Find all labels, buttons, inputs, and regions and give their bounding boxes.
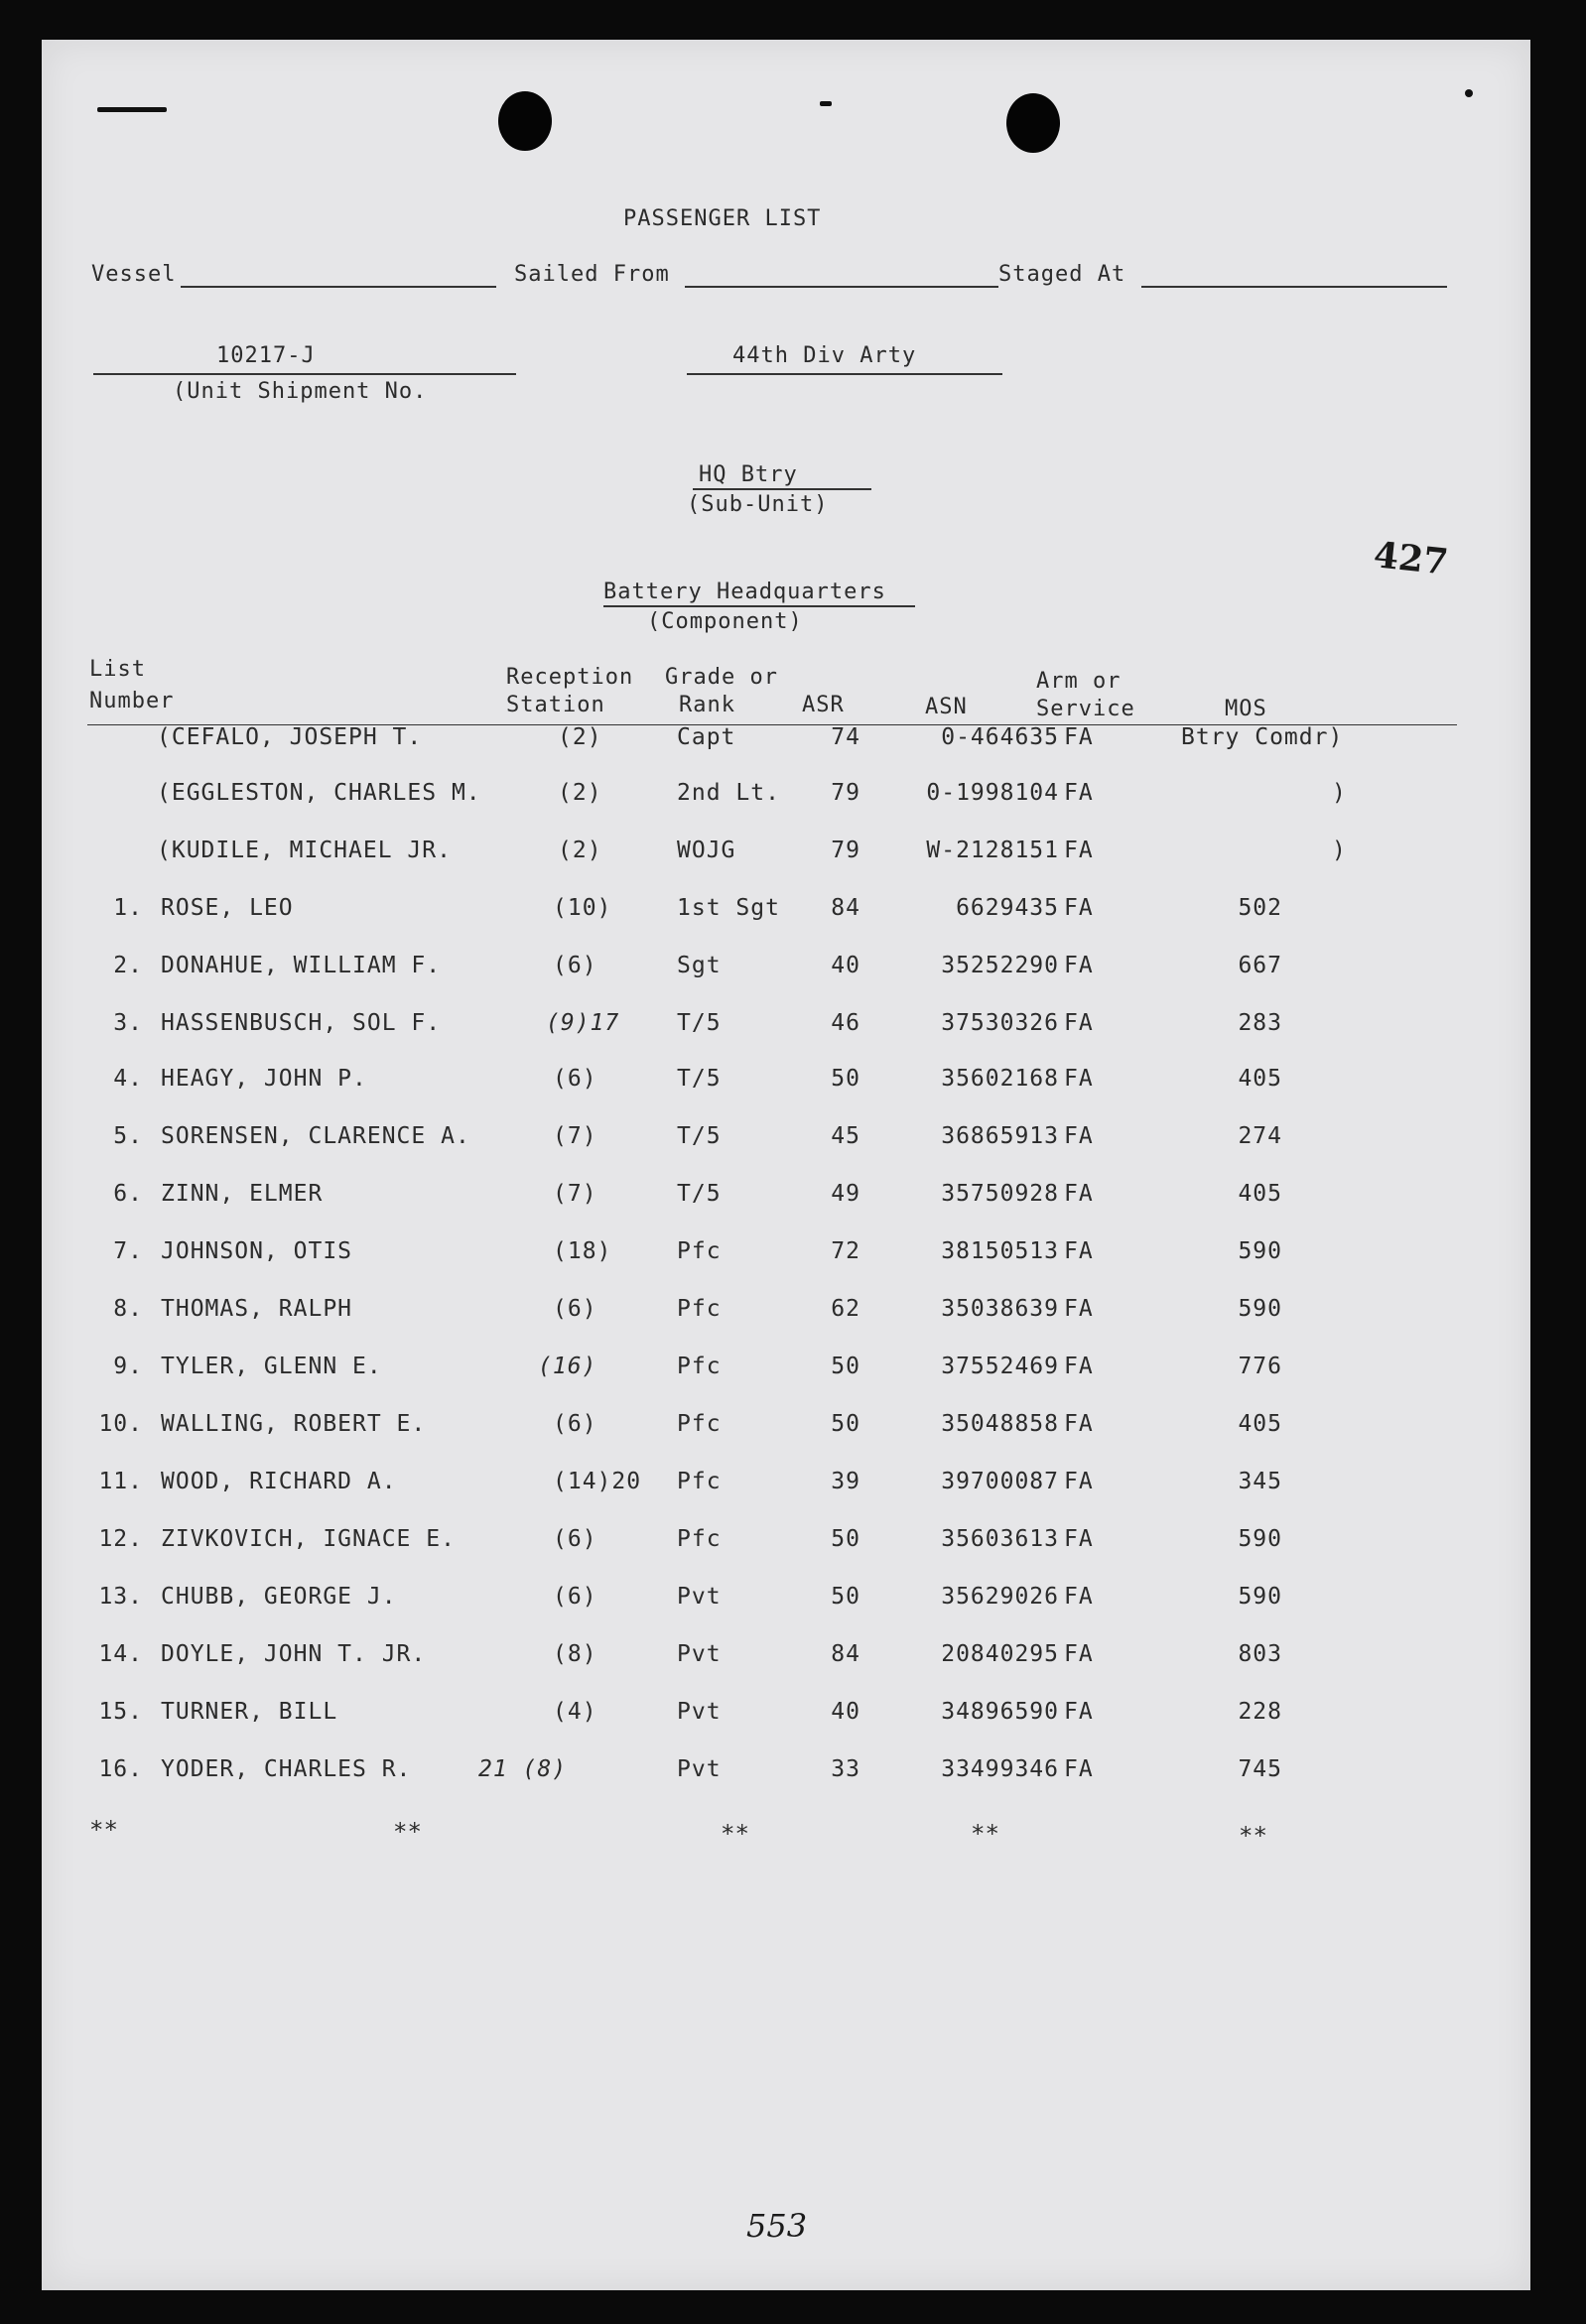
document-page [42,40,1530,2290]
grade: Pfc [677,1238,722,1264]
list-number: 3. [113,1010,143,1036]
asr: 84 [831,895,860,921]
asn: 35602168 [941,1066,1059,1092]
table-row [42,1411,1530,1451]
col-arm-1: Arm or [1036,669,1122,694]
asr: 50 [831,1066,860,1092]
reception-station: (6) [553,953,597,978]
asn: 33499346 [941,1756,1059,1782]
sailed-from-blank [685,286,998,288]
mos: 745 [1238,1756,1282,1782]
grade: Pfc [677,1526,722,1552]
asn: 39700087 [941,1469,1059,1494]
reception-station: (2) [558,838,602,863]
asn: 37530326 [941,1010,1059,1036]
end-mark: ** [1239,1822,1267,1850]
table-row [42,1123,1530,1163]
table-row [42,1526,1530,1566]
grade: T/5 [677,1010,722,1036]
end-mark: ** [971,1820,999,1848]
mos: 345 [1238,1469,1282,1494]
grade: Sgt [677,953,722,978]
mos: 667 [1238,953,1282,978]
arm-service: FA [1064,1123,1094,1149]
mos: 274 [1238,1123,1282,1149]
reception-station: 21 (8) [478,1756,568,1782]
mos: 502 [1238,895,1282,921]
list-number: 10. [98,1411,143,1437]
table-row [42,895,1530,935]
reception-station: (18) [553,1238,612,1264]
passenger-name: HASSENBUSCH, SOL F. [161,1010,442,1036]
reception-station: (2) [558,780,602,806]
asr: 39 [831,1469,860,1494]
arm-service: FA [1064,1469,1094,1494]
list-number: 1. [113,895,143,921]
unit-shipment-number: 10217-J [216,343,316,368]
mos: 776 [1238,1354,1282,1379]
list-number: 16. [98,1756,143,1782]
passenger-name: DONAHUE, WILLIAM F. [161,953,442,978]
passenger-name: WOOD, RICHARD A. [161,1469,397,1494]
sailed-from-label: Sailed From [514,262,670,287]
reception-station: (6) [553,1411,597,1437]
arm-service: FA [1064,1756,1094,1782]
col-grade-2: Rank [679,693,735,717]
list-number: 12. [98,1526,143,1552]
reception-station: (8) [553,1641,597,1667]
table-row [42,724,1530,764]
col-asn: ASN [925,695,968,719]
asn: 35038639 [941,1296,1059,1322]
passenger-name: (KUDILE, MICHAEL JR. [157,838,452,863]
asr: 46 [831,1010,860,1036]
table-row [42,1238,1530,1278]
reception-station: (16) [538,1354,597,1379]
asr: 74 [831,724,860,750]
passenger-name: TYLER, GLENN E. [161,1354,382,1379]
table-row [42,1296,1530,1336]
table-row [42,1354,1530,1393]
col-grade-1: Grade or [665,665,778,690]
mos: 228 [1238,1699,1282,1725]
asr: 49 [831,1181,860,1207]
passenger-name: CHUBB, GEORGE J. [161,1584,397,1610]
asr: 33 [831,1756,860,1782]
grade: Pfc [677,1296,722,1322]
unit-shipment-underline [93,373,516,375]
reception-station: (9)17 [546,1010,620,1036]
passenger-name: THOMAS, RALPH [161,1296,353,1322]
col-reception-2: Station [506,693,605,717]
asn: 35750928 [941,1181,1059,1207]
asr: 79 [831,780,860,806]
col-mos: MOS [1225,697,1267,721]
asr: 50 [831,1354,860,1379]
unit-name: 44th Div Arty [732,343,917,368]
component-name: Battery Headquarters [603,580,886,604]
page-stamp: 427 [1372,534,1451,583]
grade: T/5 [677,1181,722,1207]
passenger-name: HEAGY, JOHN P. [161,1066,367,1092]
mos: 590 [1238,1584,1282,1610]
passenger-name: YODER, CHARLES R. [161,1756,412,1782]
asn: 35048858 [941,1411,1059,1437]
passenger-name: JOHNSON, OTIS [161,1238,353,1264]
table-row [42,1469,1530,1508]
asr: 40 [831,953,860,978]
reception-station: (6) [553,1066,597,1092]
grade: Pvt [677,1584,722,1610]
asr: 50 [831,1526,860,1552]
arm-service: FA [1064,1296,1094,1322]
asr: 62 [831,1296,860,1322]
list-number: 8. [113,1296,143,1322]
scan-mark [1465,89,1473,97]
asn: 6629435 [956,895,1059,921]
asr: 79 [831,838,860,863]
col-list-number-2: Number [89,689,175,713]
arm-service: FA [1064,1066,1094,1092]
grade: Pfc [677,1469,722,1494]
asn: 35603613 [941,1526,1059,1552]
col-list-number-1: List [89,657,146,682]
unit-name-underline [687,373,1002,375]
list-number: 5. [113,1123,143,1149]
closing-bracket: ) [1332,838,1347,863]
reception-station: (6) [553,1526,597,1552]
mos: 590 [1238,1526,1282,1552]
sub-unit: HQ Btry [699,462,798,487]
list-number: 2. [113,953,143,978]
asr: 84 [831,1641,860,1667]
arm-service: FA [1064,1354,1094,1379]
arm-service: FA [1064,1238,1094,1264]
grade: T/5 [677,1066,722,1092]
table-row [42,780,1530,820]
asr: 45 [831,1123,860,1149]
grade: Pvt [677,1699,722,1725]
table-row [42,1756,1530,1796]
page-number: 553 [746,2207,808,2245]
closing-bracket: ) [1332,780,1347,806]
list-number: 9. [113,1354,143,1379]
grade: Pvt [677,1641,722,1667]
table-row [42,1066,1530,1105]
asn: 37552469 [941,1354,1059,1379]
asn: W-2128151 [926,838,1059,863]
passenger-name: ROSE, LEO [161,895,294,921]
document-title: PASSENGER LIST [623,206,822,231]
arm-service: FA [1064,1411,1094,1437]
mos: Btry Comdr) [1181,724,1344,750]
passenger-name: SORENSEN, CLARENCE A. [161,1123,470,1149]
grade: 1st Sgt [677,895,780,921]
vessel-label: Vessel [91,262,177,287]
mos: 405 [1238,1066,1282,1092]
asr: 40 [831,1699,860,1725]
reception-station: (7) [553,1123,597,1149]
scan-mark [97,107,167,112]
table-row [42,1641,1530,1681]
asn: 36865913 [941,1123,1059,1149]
reception-station: (2) [558,724,602,750]
mos: 405 [1238,1411,1282,1437]
unit-shipment-caption: (Unit Shipment No. [173,379,428,404]
reception-station: (7) [553,1181,597,1207]
mos: 405 [1238,1181,1282,1207]
grade: 2nd Lt. [677,780,780,806]
grade: T/5 [677,1123,722,1149]
passenger-name: ZIVKOVICH, IGNACE E. [161,1526,456,1552]
asr: 50 [831,1411,860,1437]
asn: 0-1998104 [926,780,1059,806]
asn: 35252290 [941,953,1059,978]
mos: 590 [1238,1296,1282,1322]
mos: 590 [1238,1238,1282,1264]
asn: 20840295 [941,1641,1059,1667]
arm-service: FA [1064,1641,1094,1667]
punch-hole-left [498,91,552,151]
passenger-name: TURNER, BILL [161,1699,338,1725]
table-row [42,1584,1530,1623]
list-number: 4. [113,1066,143,1092]
sub-unit-underline [693,488,871,490]
end-mark: ** [721,1820,749,1848]
table-row [42,1181,1530,1221]
passenger-name: (CEFALO, JOSEPH T. [157,724,423,750]
asr: 50 [831,1584,860,1610]
table-row [42,953,1530,992]
sub-unit-caption: (Sub-Unit) [687,492,829,517]
list-number: 11. [98,1469,143,1494]
scan-mark [820,101,832,106]
staged-at-blank [1141,286,1447,288]
reception-station: (10) [553,895,612,921]
vessel-blank [181,286,496,288]
table-row [42,1699,1530,1739]
arm-service: FA [1064,724,1094,750]
reception-station: (14)20 [553,1469,642,1494]
col-arm-2: Service [1036,697,1135,721]
arm-service: FA [1064,1010,1094,1036]
arm-service: FA [1064,1181,1094,1207]
asr: 72 [831,1238,860,1264]
arm-service: FA [1064,838,1094,863]
reception-station: (4) [553,1699,597,1725]
reception-station: (6) [553,1296,597,1322]
grade: Pfc [677,1354,722,1379]
table-row [42,838,1530,877]
passenger-name: WALLING, ROBERT E. [161,1411,427,1437]
component-underline [603,605,915,607]
asn: 35629026 [941,1584,1059,1610]
reception-station: (6) [553,1584,597,1610]
asn: 38150513 [941,1238,1059,1264]
mos: 803 [1238,1641,1282,1667]
grade: Pvt [677,1756,722,1782]
grade: Pfc [677,1411,722,1437]
asn: 34896590 [941,1699,1059,1725]
list-number: 6. [113,1181,143,1207]
arm-service: FA [1064,953,1094,978]
arm-service: FA [1064,1526,1094,1552]
passenger-name: (EGGLESTON, CHARLES M. [157,780,481,806]
table-row [42,1010,1530,1050]
arm-service: FA [1064,1584,1094,1610]
asn: 0-464635 [941,724,1059,750]
punch-hole-right [1006,93,1060,153]
grade: Capt [677,724,736,750]
list-number: 7. [113,1238,143,1264]
list-number: 13. [98,1584,143,1610]
passenger-name: DOYLE, JOHN T. JR. [161,1641,427,1667]
arm-service: FA [1064,1699,1094,1725]
passenger-name: ZINN, ELMER [161,1181,324,1207]
list-number: 15. [98,1699,143,1725]
staged-at-label: Staged At [998,262,1126,287]
col-asr: ASR [802,693,845,717]
arm-service: FA [1064,895,1094,921]
list-number: 14. [98,1641,143,1667]
col-reception-1: Reception [506,665,634,690]
component-caption: (Component) [647,609,803,634]
end-mark: ** [89,1816,118,1844]
mos: 283 [1238,1010,1282,1036]
grade: WOJG [677,838,736,863]
end-mark: ** [393,1818,422,1846]
arm-service: FA [1064,780,1094,806]
